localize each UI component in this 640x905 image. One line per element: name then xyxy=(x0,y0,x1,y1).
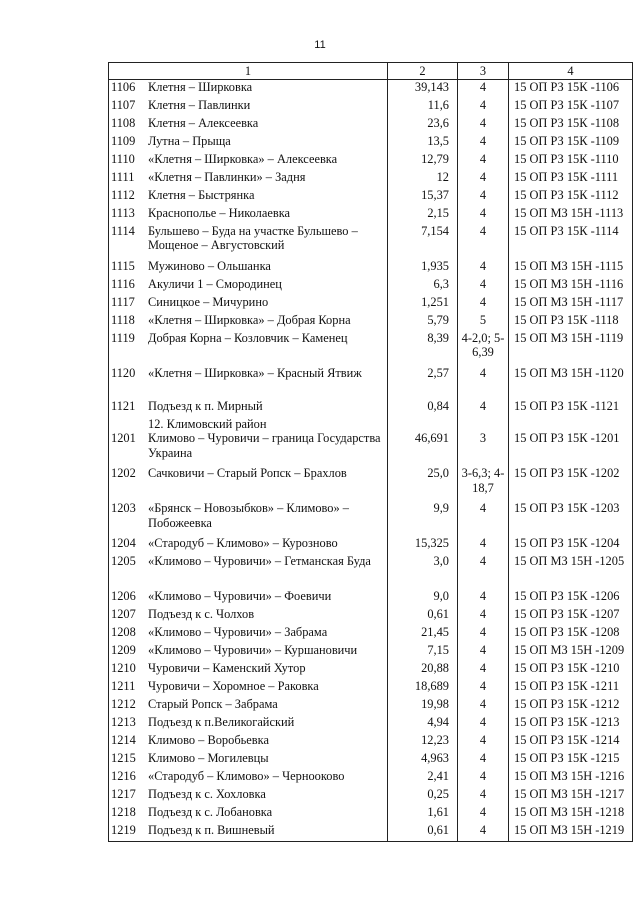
road-name-cell xyxy=(109,607,388,625)
road-length: 15,325 xyxy=(388,536,458,554)
road-code: 1107 xyxy=(111,97,136,112)
road-length: 1,251 xyxy=(388,295,458,313)
road-name: Чуровичи – Каменский Хутор xyxy=(148,661,306,675)
road-name-cell xyxy=(109,152,388,170)
table-row xyxy=(109,399,633,417)
road-length: 46,691 xyxy=(388,431,458,466)
road-name: «Клетня – Ширковка» – Алексеевка xyxy=(148,151,338,166)
road-length: 7,154 xyxy=(388,224,458,259)
page-number: 11 xyxy=(314,39,326,51)
road-id: 15 ОП РЗ 15К -1206 xyxy=(509,589,633,607)
table-row xyxy=(109,98,633,116)
road-category: 4 xyxy=(458,116,509,134)
road-length: 0,61 xyxy=(388,607,458,625)
road-category: 4 xyxy=(458,134,509,152)
table-row xyxy=(109,224,633,259)
road-length: 0,61 xyxy=(388,823,458,842)
table-row xyxy=(109,625,633,643)
road-length: 9,9 xyxy=(388,501,458,536)
road-category: 3 xyxy=(458,431,509,466)
road-code: 1214 xyxy=(111,733,136,747)
road-id: 15 ОП МЗ 15Н -1218 xyxy=(509,805,633,823)
roads-table xyxy=(108,62,633,842)
road-name-cell xyxy=(109,589,388,607)
table-row xyxy=(109,536,633,554)
road-name-cell xyxy=(109,733,388,751)
road-id: 15 ОП МЗ 15Н -1119 xyxy=(509,331,633,366)
table-row xyxy=(109,313,633,331)
road-length: 6,3 xyxy=(388,277,458,295)
road-code: 1120 xyxy=(111,365,136,380)
road-code: 1219 xyxy=(111,823,136,837)
road-category: 4 xyxy=(458,206,509,224)
road-name-cell xyxy=(109,554,388,589)
section-empty-cell xyxy=(509,417,633,432)
road-id: 15 ОП РЗ 15К -1108 xyxy=(509,116,633,134)
table-row xyxy=(109,607,633,625)
road-name-cell xyxy=(109,823,388,842)
road-category: 4 xyxy=(458,697,509,715)
table-row xyxy=(109,295,633,313)
road-name: Бульшево – Буда на участке Бульшево – Мощеное – Августовский xyxy=(148,223,358,252)
road-length: 11,6 xyxy=(388,98,458,116)
road-name: Подъезд к с. Чолхов xyxy=(148,607,255,621)
road-category: 4 xyxy=(458,769,509,787)
table-row xyxy=(109,366,633,399)
road-name-cell xyxy=(109,431,388,466)
road-code: 1209 xyxy=(111,643,136,657)
road-code: 1211 xyxy=(111,679,136,693)
table-row xyxy=(109,79,633,98)
road-name: «Клетня – Ширковка» – Добрая Корна xyxy=(148,312,351,327)
road-length: 21,45 xyxy=(388,625,458,643)
road-name: Клетня – Быстрянка xyxy=(148,187,255,202)
road-length: 39,143 xyxy=(388,79,458,98)
road-length: 3,0 xyxy=(388,554,458,589)
road-id: 15 ОП МЗ 15Н -1209 xyxy=(509,643,633,661)
section-row xyxy=(109,417,633,432)
road-code: 1205 xyxy=(111,554,136,568)
road-category: 4 xyxy=(458,366,509,399)
road-length: 2,41 xyxy=(388,769,458,787)
road-length: 0,84 xyxy=(388,399,458,417)
table-row xyxy=(109,466,633,501)
road-category: 4 xyxy=(458,536,509,554)
road-id: 15 ОП РЗ 15К -1107 xyxy=(509,98,633,116)
road-category: 4 xyxy=(458,607,509,625)
road-length: 1,61 xyxy=(388,805,458,823)
road-length: 2,15 xyxy=(388,206,458,224)
table-row xyxy=(109,431,633,466)
road-name-cell xyxy=(109,79,388,98)
road-length: 5,79 xyxy=(388,313,458,331)
road-name-cell xyxy=(109,313,388,331)
road-name: «Климово – Чуровичи» – Гетманская Буда xyxy=(148,554,371,568)
road-name: «Клетня – Павлинки» – Задня xyxy=(148,169,306,184)
road-name-cell xyxy=(109,188,388,206)
road-code: 1119 xyxy=(111,330,135,345)
road-name: «Стародуб – Климово» – Чернооково xyxy=(148,769,345,783)
road-name-cell xyxy=(109,751,388,769)
road-name-cell xyxy=(109,277,388,295)
road-name: Климово – Чуровичи – граница Государства Украина xyxy=(148,431,381,460)
road-category: 4 xyxy=(458,277,509,295)
road-id: 15 ОП РЗ 15К -1106 xyxy=(509,79,633,98)
road-id: 15 ОП РЗ 15К -1215 xyxy=(509,751,633,769)
table-row xyxy=(109,152,633,170)
road-name-cell xyxy=(109,224,388,259)
road-length: 4,94 xyxy=(388,715,458,733)
road-name: Клетня – Алексеевка xyxy=(148,115,259,130)
road-code: 1208 xyxy=(111,625,136,639)
road-category: 4 xyxy=(458,661,509,679)
table-row xyxy=(109,697,633,715)
road-length: 13,5 xyxy=(388,134,458,152)
section-title-cell xyxy=(109,417,388,432)
road-length: 20,88 xyxy=(388,661,458,679)
road-code: 1215 xyxy=(111,751,136,765)
road-length: 19,98 xyxy=(388,697,458,715)
road-name: Клетня – Ширковка xyxy=(148,79,253,94)
road-id: 15 ОП РЗ 15К -1212 xyxy=(509,697,633,715)
road-category: 4 xyxy=(458,170,509,188)
table-row xyxy=(109,661,633,679)
road-category: 4 xyxy=(458,679,509,697)
header-col-1: 1 xyxy=(109,63,388,80)
road-code: 1206 xyxy=(111,589,136,603)
road-category: 4 xyxy=(458,188,509,206)
road-name: Чуровичи – Хоромное – Раковка xyxy=(148,679,319,693)
road-name: «Климово – Чуровичи» – Фоевичи xyxy=(148,589,332,603)
road-id: 15 ОП МЗ 15Н -1120 xyxy=(509,366,633,399)
road-id: 15 ОП РЗ 15К -1204 xyxy=(509,536,633,554)
road-category: 4 xyxy=(458,589,509,607)
table-header xyxy=(109,63,633,80)
table-row xyxy=(109,206,633,224)
section-empty-cell xyxy=(458,417,509,432)
road-name: Добрая Корна – Козловчик – Каменец xyxy=(148,330,348,345)
road-id: 15 ОП РЗ 15К -1214 xyxy=(509,733,633,751)
table-row xyxy=(109,715,633,733)
road-id: 15 ОП РЗ 15К -1207 xyxy=(509,607,633,625)
road-name-cell xyxy=(109,697,388,715)
road-category: 4 xyxy=(458,625,509,643)
road-id: 15 ОП МЗ 15Н -1219 xyxy=(509,823,633,842)
table-row xyxy=(109,259,633,277)
road-code: 1201 xyxy=(111,431,136,445)
road-code: 1117 xyxy=(111,294,135,309)
table-row xyxy=(109,589,633,607)
table-row xyxy=(109,751,633,769)
road-name: Мужиново – Ольшанка xyxy=(148,258,271,273)
road-id: 15 ОП РЗ 15К -1118 xyxy=(509,313,633,331)
road-name: Лутна – Прыща xyxy=(148,133,231,148)
header-col-2: 2 xyxy=(388,63,458,80)
road-id: 15 ОП МЗ 15Н -1113 xyxy=(509,206,633,224)
road-category: 4 xyxy=(458,554,509,589)
road-name: Старый Ропск – Забрама xyxy=(148,697,278,711)
table-body xyxy=(109,79,633,842)
road-length: 23,6 xyxy=(388,116,458,134)
header-col-4: 4 xyxy=(509,63,633,80)
road-category: 4 xyxy=(458,787,509,805)
table-row xyxy=(109,277,633,295)
road-name: «Стародуб – Климово» – Курозново xyxy=(148,536,338,550)
road-name-cell xyxy=(109,366,388,399)
road-id: 15 ОП МЗ 15Н -1217 xyxy=(509,787,633,805)
road-code: 1210 xyxy=(111,661,136,675)
road-id: 15 ОП РЗ 15К -1201 xyxy=(509,431,633,466)
road-code: 1218 xyxy=(111,805,136,819)
road-code: 1217 xyxy=(111,787,136,801)
road-category: 5 xyxy=(458,313,509,331)
road-code: 1111 xyxy=(111,169,135,184)
road-category: 4 xyxy=(458,224,509,259)
road-id: 15 ОП МЗ 15Н -1117 xyxy=(509,295,633,313)
road-code: 1121 xyxy=(111,398,136,413)
table-row xyxy=(109,501,633,536)
road-name: «Климово – Чуровичи» – Куршановичи xyxy=(148,643,358,657)
road-name-cell xyxy=(109,399,388,417)
road-category: 4 xyxy=(458,295,509,313)
road-length: 2,57 xyxy=(388,366,458,399)
road-id: 15 ОП МЗ 15Н -1216 xyxy=(509,769,633,787)
road-name-cell xyxy=(109,769,388,787)
road-name-cell xyxy=(109,787,388,805)
road-id: 15 ОП РЗ 15К -1112 xyxy=(509,188,633,206)
road-length: 12 xyxy=(388,170,458,188)
road-category: 4 xyxy=(458,259,509,277)
road-name: Акуличи 1 – Смородинец xyxy=(148,276,282,291)
road-code: 1212 xyxy=(111,697,136,711)
road-length: 25,0 xyxy=(388,466,458,501)
header-row xyxy=(109,63,633,80)
table-row xyxy=(109,733,633,751)
road-name-cell xyxy=(109,501,388,536)
road-id: 15 ОП РЗ 15К -1211 xyxy=(509,679,633,697)
table-row xyxy=(109,787,633,805)
road-name: Клетня – Павлинки xyxy=(148,97,251,112)
road-category: 4 xyxy=(458,501,509,536)
road-id: 15 ОП РЗ 15К -1210 xyxy=(509,661,633,679)
road-category: 4 xyxy=(458,751,509,769)
road-code: 1203 xyxy=(111,501,136,515)
road-code: 1108 xyxy=(111,115,136,130)
road-name-cell xyxy=(109,643,388,661)
road-category: 4 xyxy=(458,399,509,417)
road-name-cell xyxy=(109,170,388,188)
road-category: 3-6,3; 4-18,7 xyxy=(458,466,509,501)
road-length: 7,15 xyxy=(388,643,458,661)
road-code: 1216 xyxy=(111,769,136,783)
road-code: 1204 xyxy=(111,536,136,550)
road-name: Климово – Воробьевка xyxy=(148,733,269,747)
road-id: 15 ОП РЗ 15К -1111 xyxy=(509,170,633,188)
road-name: «Клетня – Ширковка» – Красный Ятвиж xyxy=(148,365,362,380)
table-row xyxy=(109,769,633,787)
section-title: 12. Климовский район xyxy=(148,416,267,431)
road-length: 0,25 xyxy=(388,787,458,805)
road-length: 12,23 xyxy=(388,733,458,751)
table-row xyxy=(109,554,633,589)
road-name: Синицкое – Мичурино xyxy=(148,294,269,309)
road-length: 8,39 xyxy=(388,331,458,366)
road-name-cell xyxy=(109,295,388,313)
road-category: 4 xyxy=(458,152,509,170)
road-name-cell xyxy=(109,679,388,697)
road-code: 1118 xyxy=(111,312,135,327)
road-name-cell xyxy=(109,536,388,554)
road-id: 15 ОП МЗ 15Н -1205 xyxy=(509,554,633,589)
road-id: 15 ОП РЗ 15К -1203 xyxy=(509,501,633,536)
road-category: 4-2,0; 5-6,39 xyxy=(458,331,509,366)
road-category: 4 xyxy=(458,823,509,842)
road-category: 4 xyxy=(458,79,509,98)
header-col-3: 3 xyxy=(458,63,509,80)
road-code: 1202 xyxy=(111,466,136,480)
road-length: 4,963 xyxy=(388,751,458,769)
road-code: 1114 xyxy=(111,223,135,238)
road-length: 12,79 xyxy=(388,152,458,170)
road-name: Подъезд к п. Мирный xyxy=(148,398,263,413)
road-name: «Брянск – Новозыбков» – Климово» – Побожеевка xyxy=(148,501,349,530)
table-row xyxy=(109,188,633,206)
road-id: 15 ОП РЗ 15К -1109 xyxy=(509,134,633,152)
road-code: 1207 xyxy=(111,607,136,621)
road-code: 1109 xyxy=(111,133,136,148)
road-name-cell xyxy=(109,331,388,366)
road-name-cell xyxy=(109,466,388,501)
road-id: 15 ОП РЗ 15К -1208 xyxy=(509,625,633,643)
road-id: 15 ОП РЗ 15К -1110 xyxy=(509,152,633,170)
road-name: Подъезд к с. Хохловка xyxy=(148,787,266,801)
road-name-cell xyxy=(109,116,388,134)
table-row xyxy=(109,116,633,134)
section-empty-cell xyxy=(388,417,458,432)
road-code: 1112 xyxy=(111,187,135,202)
road-code: 1213 xyxy=(111,715,136,729)
road-category: 4 xyxy=(458,805,509,823)
road-code: 1116 xyxy=(111,276,135,291)
table-row xyxy=(109,805,633,823)
road-length: 18,689 xyxy=(388,679,458,697)
road-id: 15 ОП РЗ 15К -1121 xyxy=(509,399,633,417)
road-id: 15 ОП МЗ 15Н -1116 xyxy=(509,277,633,295)
road-name-cell xyxy=(109,625,388,643)
road-id: 15 ОП РЗ 15К -1114 xyxy=(509,224,633,259)
road-name-cell xyxy=(109,259,388,277)
road-name: Подъезд к п. Вишневый xyxy=(148,823,275,837)
road-id: 15 ОП РЗ 15К -1202 xyxy=(509,466,633,501)
road-category: 4 xyxy=(458,98,509,116)
road-length: 15,37 xyxy=(388,188,458,206)
road-name-cell xyxy=(109,206,388,224)
road-name-cell xyxy=(109,805,388,823)
roads-table-container xyxy=(108,62,632,842)
table-row xyxy=(109,134,633,152)
road-code: 1113 xyxy=(111,205,135,220)
road-name: Сачковичи – Старый Ропск – Брахлов xyxy=(148,466,347,480)
road-name: Климово – Могилевцы xyxy=(148,751,269,765)
road-code: 1115 xyxy=(111,258,135,273)
table-row xyxy=(109,331,633,366)
road-name: Подъезд к п.Великогайский xyxy=(148,715,295,729)
road-length: 9,0 xyxy=(388,589,458,607)
table-row xyxy=(109,170,633,188)
road-name-cell xyxy=(109,134,388,152)
road-name-cell xyxy=(109,661,388,679)
road-name: «Климово – Чуровичи» – Забрама xyxy=(148,625,328,639)
road-code: 1110 xyxy=(111,151,135,166)
table-row xyxy=(109,643,633,661)
road-category: 4 xyxy=(458,733,509,751)
road-name-cell xyxy=(109,98,388,116)
road-id: 15 ОП МЗ 15Н -1115 xyxy=(509,259,633,277)
table-row xyxy=(109,823,633,842)
road-category: 4 xyxy=(458,643,509,661)
road-name-cell xyxy=(109,715,388,733)
road-name: Подъезд к с. Лобановка xyxy=(148,805,273,819)
road-id: 15 ОП РЗ 15К -1213 xyxy=(509,715,633,733)
road-category: 4 xyxy=(458,715,509,733)
road-length: 1,935 xyxy=(388,259,458,277)
road-name: Краснополье – Николаевка xyxy=(148,205,291,220)
table-row xyxy=(109,679,633,697)
road-code: 1106 xyxy=(111,79,136,94)
